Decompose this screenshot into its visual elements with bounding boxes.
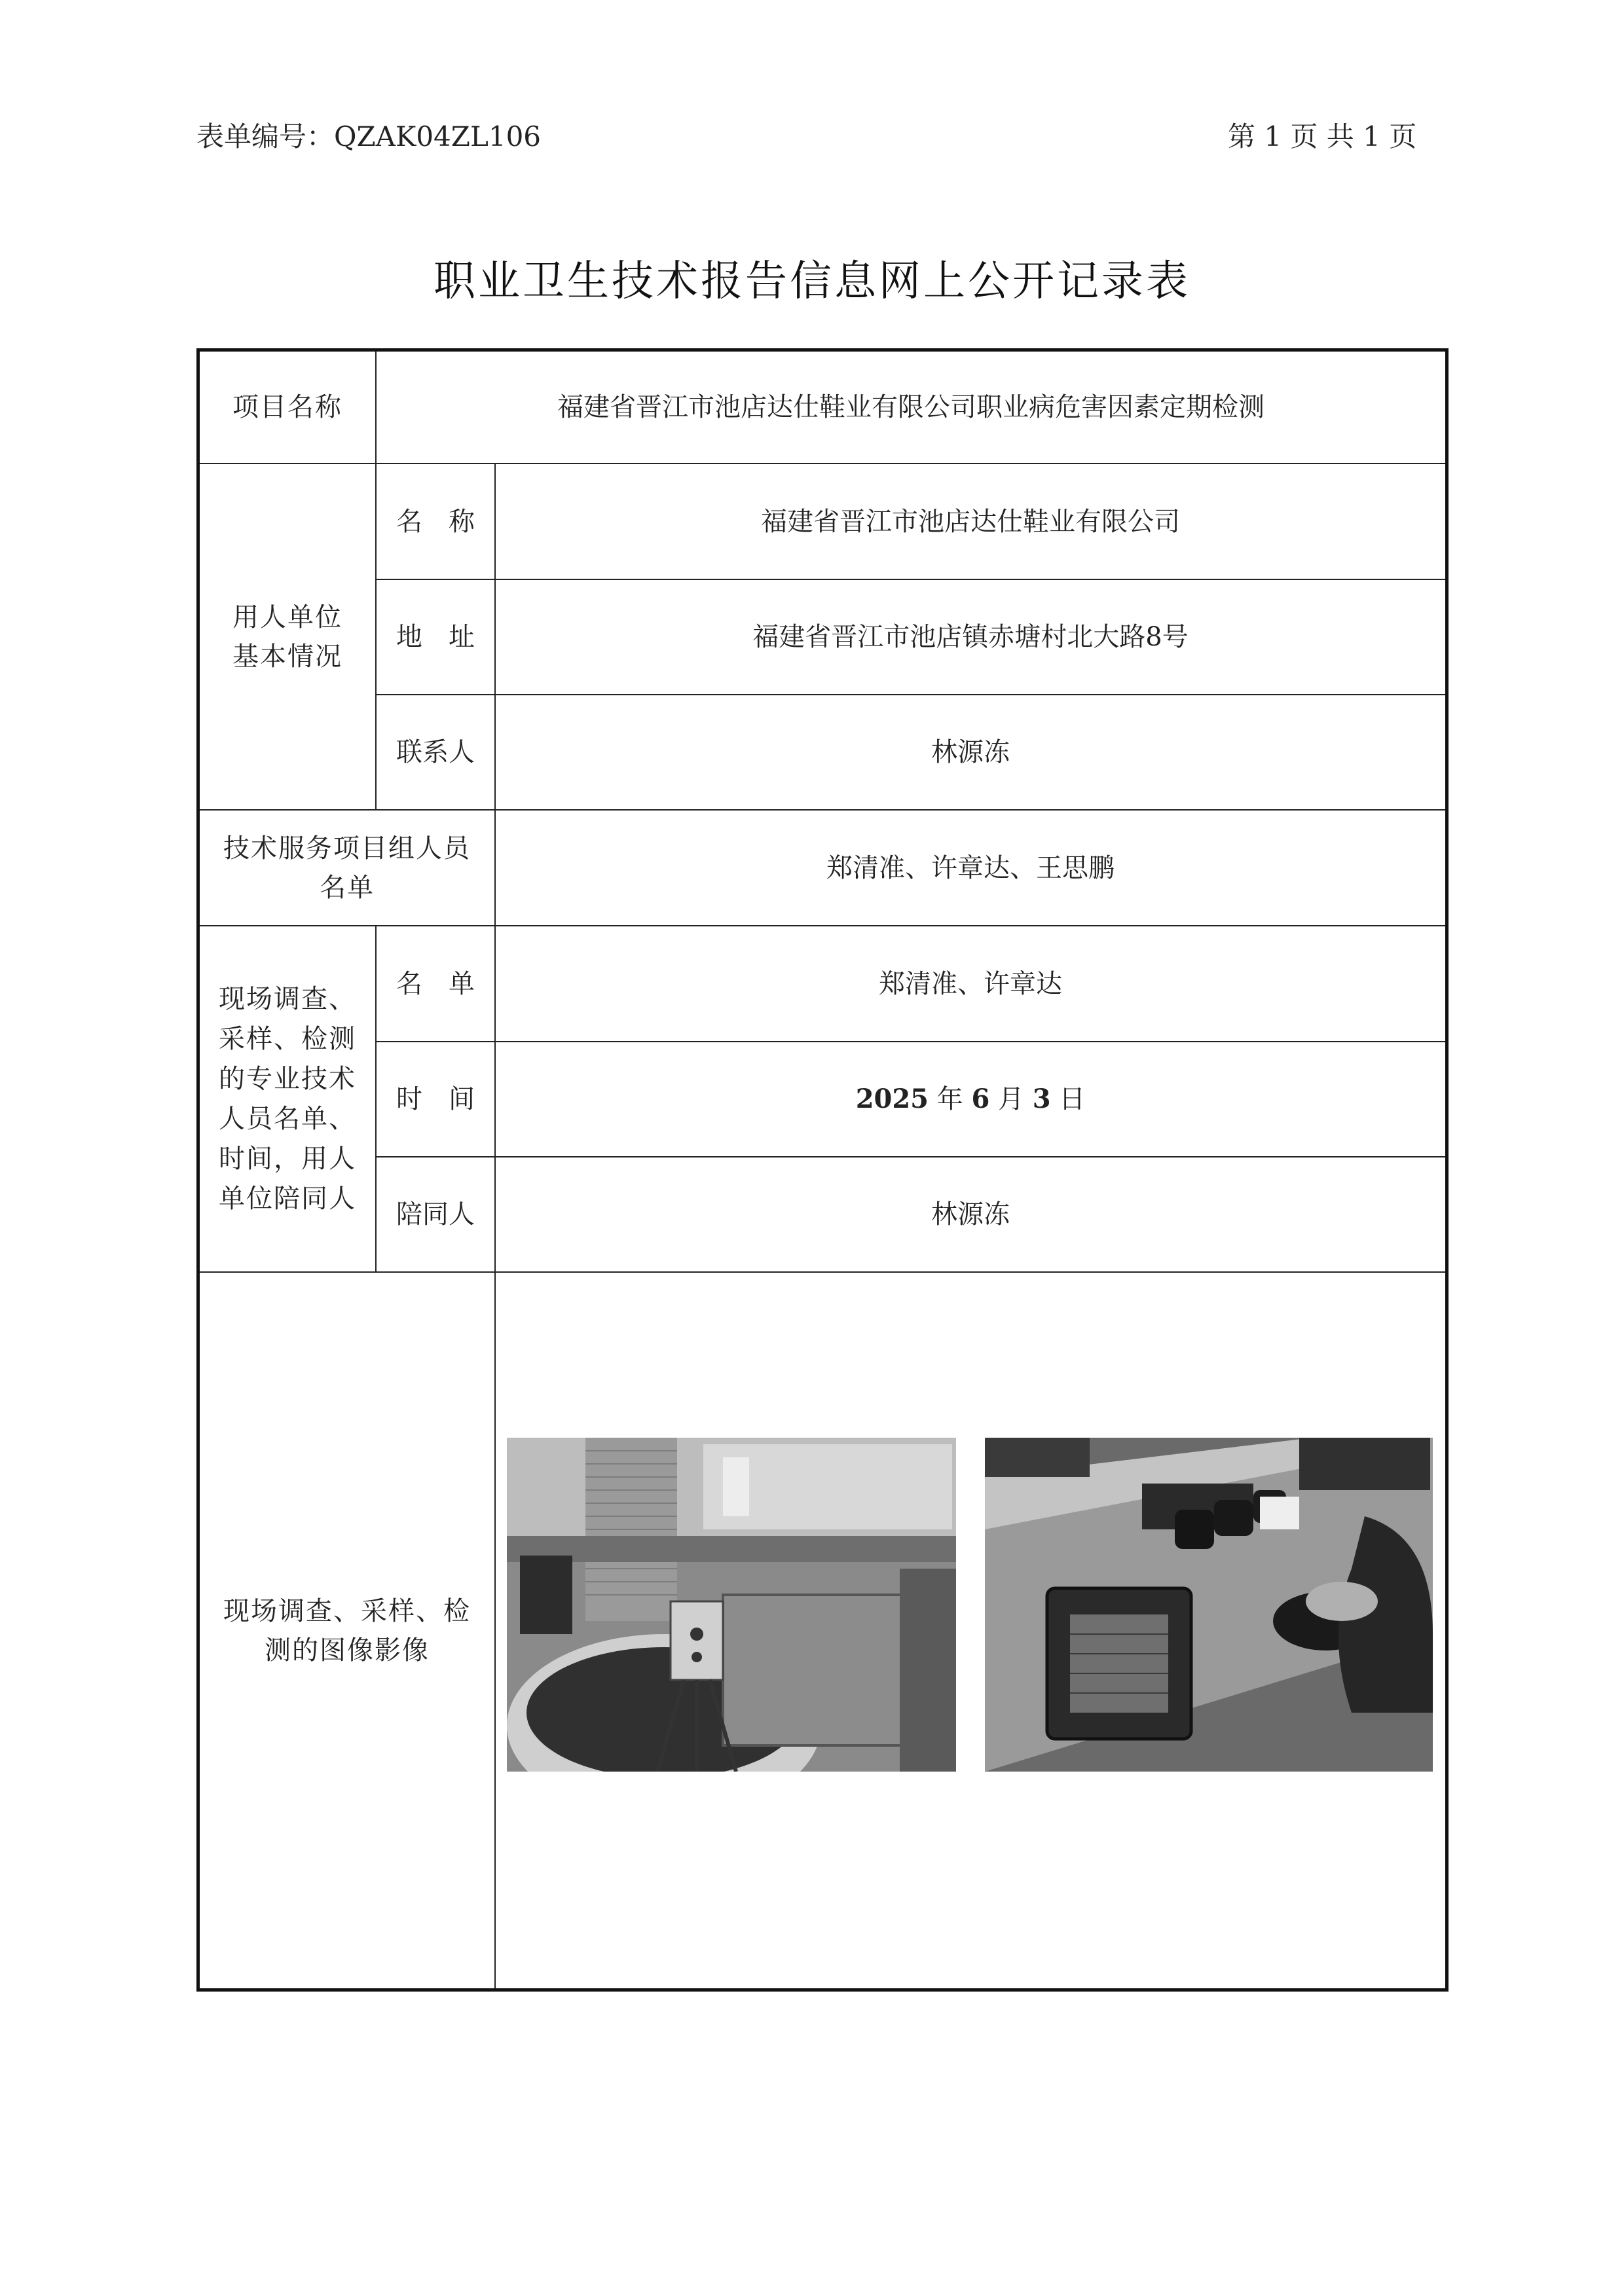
field-label-line: 的专业技术 bbox=[219, 1063, 356, 1094]
images-label bbox=[200, 1273, 494, 1988]
date-year-unit: 年 bbox=[929, 1084, 972, 1114]
col-divider bbox=[494, 1272, 496, 1988]
team-label-line: 技术服务项目组人员 bbox=[223, 833, 471, 864]
contact-value: 林源冻 bbox=[931, 737, 1010, 767]
contact-label: 联系人 bbox=[396, 737, 475, 767]
date-year: 2025 bbox=[855, 1084, 929, 1114]
time-label: 时 间 bbox=[396, 1084, 475, 1114]
team-label-line: 名单 bbox=[320, 872, 375, 903]
employer-name-value: 福建省晋江市池店达仕鞋业有限公司 bbox=[761, 506, 1180, 537]
date-month-unit: 月 bbox=[989, 1084, 1033, 1114]
address-value: 福建省晋江市池店镇赤塘村北大路8号 bbox=[752, 622, 1189, 652]
team-value: 郑清准、许章达、王思鹏 bbox=[826, 852, 1115, 883]
employer-label-line: 用人单位 bbox=[232, 602, 342, 632]
field-label-line: 时间，用人 bbox=[219, 1143, 356, 1174]
date-month: 6 bbox=[971, 1084, 990, 1114]
date-day: 3 bbox=[1032, 1084, 1051, 1114]
form-number-label: 表单编号： bbox=[196, 120, 335, 153]
escort-value: 林源冻 bbox=[931, 1199, 1010, 1230]
time-value bbox=[496, 1042, 1445, 1156]
address-label: 地 址 bbox=[396, 622, 475, 652]
field-names-label: 名 单 bbox=[396, 968, 475, 999]
form-number-value: QZAK04ZL106 bbox=[334, 120, 542, 153]
site-photo-sampling-equipment-icon bbox=[507, 1438, 956, 1772]
employer-name-label: 名 称 bbox=[396, 506, 475, 537]
project-name-label: 项目名称 bbox=[232, 392, 342, 422]
field-names-value: 郑清准、许章达 bbox=[879, 968, 1062, 999]
date-day-unit: 日 bbox=[1050, 1084, 1086, 1114]
field-work-label bbox=[200, 926, 375, 1271]
page-info: 第 1 页 共 1 页 bbox=[1228, 120, 1417, 153]
field-label-line: 现场调查、 bbox=[219, 983, 356, 1014]
site-photo-workbench-shoes-icon bbox=[985, 1438, 1433, 1772]
page-title: 职业卫生技术报告信息网上公开记录表 bbox=[434, 257, 1190, 306]
form-number bbox=[196, 115, 541, 155]
employer-info-label bbox=[200, 464, 375, 809]
escort-label: 陪同人 bbox=[396, 1199, 475, 1230]
field-label-line: 人员名单、 bbox=[219, 1103, 356, 1134]
field-label-line: 采样、检测 bbox=[219, 1023, 356, 1054]
employer-label-line: 基本情况 bbox=[232, 641, 342, 672]
images-label-line: 测的图像影像 bbox=[265, 1635, 430, 1666]
field-label-line: 单位陪同人 bbox=[219, 1183, 356, 1214]
images-label-line: 现场调查、采样、检 bbox=[223, 1595, 471, 1626]
team-label bbox=[200, 811, 494, 925]
project-name-value: 福建省晋江市池店达仕鞋业有限公司职业病危害因素定期检测 bbox=[557, 392, 1264, 422]
